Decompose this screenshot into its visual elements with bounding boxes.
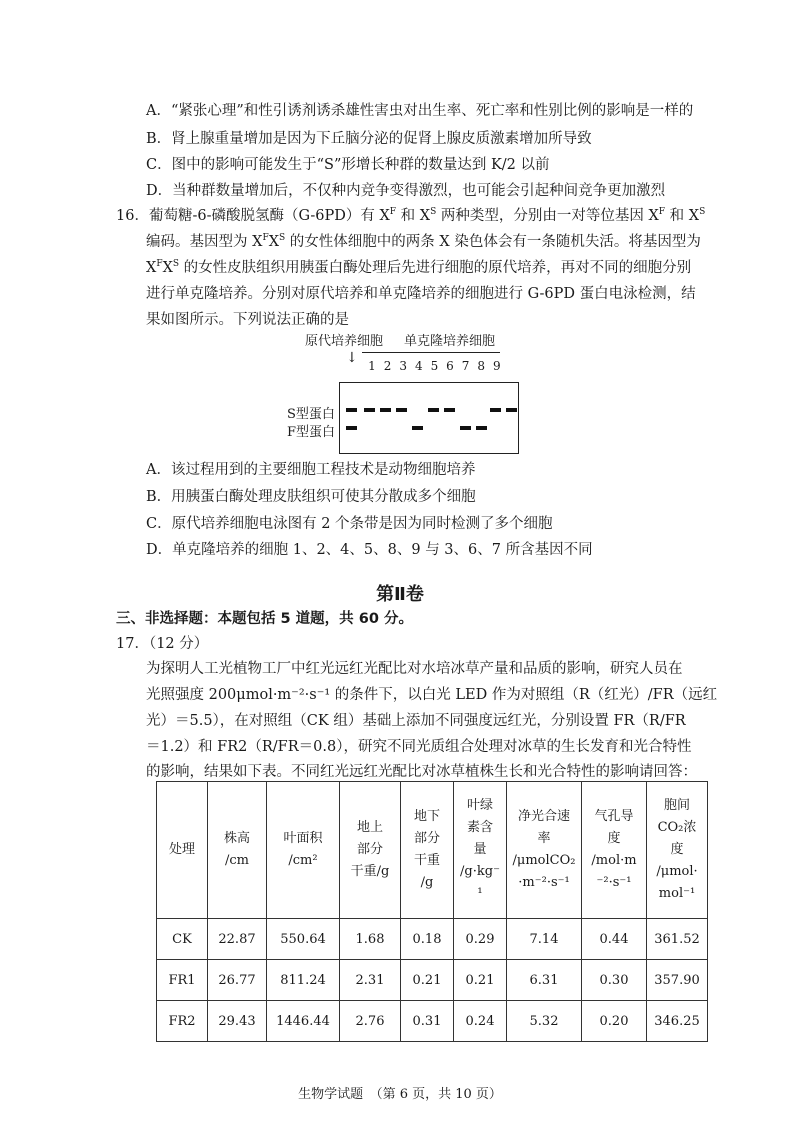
section-title: 第Ⅱ卷 (376, 584, 424, 605)
down-arrow-icon: ↓ (346, 350, 358, 366)
column-header: 胞间 CO₂浓 度 /μmol· mol⁻¹ (647, 782, 708, 919)
s-band (346, 408, 357, 412)
lane-number: 5 (430, 359, 439, 373)
lane-number: 7 (461, 359, 470, 373)
q17-number: 17．（12 分） (116, 636, 209, 652)
table-cell: 2.31 (340, 960, 401, 1001)
table-cell: 811.24 (267, 960, 340, 1001)
f-band (476, 426, 487, 430)
table-cell: 0.30 (582, 960, 647, 1001)
results-table (156, 781, 708, 1042)
q16-option-c: C．原代培养细胞电泳图有 2 个条带是因为同时检测了多个细胞 (146, 516, 553, 532)
table-cell: 361.52 (647, 919, 708, 960)
lane-number: 9 (492, 359, 501, 373)
s-band (364, 408, 375, 412)
q16-stem-line: $X^FX^S$ 的女性皮肤组织用胰蛋白酶处理后先进行细胞的原代培养，再对不同的细胞分别 (146, 259, 692, 276)
lane-number: 3 (399, 359, 407, 373)
q16-option-b: B．用胰蛋白酶处理皮肤组织可使其分散成多个细胞 (146, 489, 476, 505)
table-cell: 346.25 (647, 1001, 708, 1042)
s-band (506, 408, 517, 412)
table-cell: 22.87 (208, 919, 267, 960)
q17-stem-line: 为探明人工光植物工厂中红光远红光配比对水培冰草产量和品质的影响，研究人员在 (146, 661, 683, 677)
table-row (157, 1001, 708, 1042)
q16-stem-line: 16．葡萄糖-6-磷酸脱氢酶（G-6PD）有 $X^F$ 和 $X^S$ 两种类型，分别由一对等位基因 $X^F$ 和 $X^S$ (116, 207, 706, 224)
q17-stem-line: 光照强度 200μmol·m⁻²·s⁻¹ 的条件下，以白光 LED 作为对照组（R（红光）/FR（远红 (146, 687, 718, 703)
label-clone-culture: 单克隆培养细胞 (404, 334, 496, 349)
table-cell: 0.44 (582, 919, 647, 960)
label-f-protein: F型蛋白 (287, 425, 336, 440)
table-cell: 0.31 (401, 1001, 454, 1042)
q15-option-a: A．“紧张心理”和性引诱剂诱杀雄性害虫对出生率、死亡率和性别比例的影响是一样的 (146, 103, 694, 119)
column-header: 气孔导 度 /mol·m ⁻²·s⁻¹ (582, 782, 647, 919)
table-cell: 1446.44 (267, 1001, 340, 1042)
column-header: 处理 (157, 782, 208, 919)
q16-stem-line: 编码。基因型为 $X^FX^S$ 的女性体细胞中的两条 X 染色体会有一条随机失活。将基因型为 (146, 233, 701, 250)
table-cell: 26.77 (208, 960, 267, 1001)
q16-stem-line: 果如图所示。下列说法正确的是 (146, 312, 349, 328)
q17-stem-line: 光）＝5.5），在对照组（CK 组）基础上添加不同强度远红光，分别设置 FR（R/FR (146, 713, 686, 729)
table-body (157, 919, 708, 1042)
column-header: 地下 部分 干重 /g (401, 782, 454, 919)
q15-option-d: D．当种群数量增加后，不仅种内竞争变得激烈，也可能会引起种间竞争更加激烈 (146, 183, 666, 199)
q15-option-b: B．肾上腺重量增加是因为下丘脑分泌的促肾上腺皮质激素增加所导致 (146, 131, 592, 147)
s-band (490, 408, 501, 412)
table-cell: 6.31 (507, 960, 582, 1001)
table-header-row (157, 782, 708, 919)
table-cell: CK (157, 919, 208, 960)
lane-number: 4 (414, 359, 423, 373)
label-primary-culture: 原代培养细胞 (305, 334, 384, 349)
q16-stem-line: 进行单克隆培养。分别对原代培养和单克隆培养的细胞进行 G-6PD 蛋白电泳检测，结 (146, 286, 696, 302)
label-s-protein: S型蛋白 (287, 407, 335, 422)
lane-number: 1 (368, 359, 376, 373)
table-cell: FR2 (157, 1001, 208, 1042)
table-cell: FR1 (157, 960, 208, 1001)
table-cell: 0.18 (401, 919, 454, 960)
table-cell: 0.20 (582, 1001, 647, 1042)
column-header: 净光合速 率 /μmolCO₂ ·m⁻²·s⁻¹ (507, 782, 582, 919)
s-band (396, 408, 407, 412)
table-cell: 0.29 (454, 919, 507, 960)
q17-stem-line: 的影响，结果如下表。不同红光远红光配比对冰草植株生长和光合特性的影响请回答： (146, 764, 697, 780)
s-band (380, 408, 391, 412)
lane-number: 2 (383, 359, 392, 373)
lane-number: 8 (477, 359, 485, 373)
page-footer: 生物学试题 （第 6 页，共 10 页） (298, 1087, 502, 1102)
electrophoresis-figure (287, 330, 530, 460)
q16-option-d: D．单克隆培养的细胞 1、2、4、5、8、9 与 3、6、7 所含基因不同 (146, 542, 593, 558)
q16-option-a: A．该过程用到的主要细胞工程技术是动物细胞培养 (146, 462, 476, 478)
table-cell: 0.21 (454, 960, 507, 1001)
column-header: 株高 /cm (208, 782, 267, 919)
lane-number: 6 (446, 359, 454, 373)
table-cell: 0.21 (401, 960, 454, 1001)
section-heading: 三、非选择题：本题包括 5 道题，共 60 分。 (116, 611, 413, 627)
column-header: 地上 部分 干重/g (340, 782, 401, 919)
table-cell: 7.14 (507, 919, 582, 960)
f-band (460, 426, 471, 430)
table-row (157, 919, 708, 960)
q17-stem-line: ＝1.2）和 FR2（R/FR＝0.8），研究不同光质组合处理对冰草的生长发育和光合特性 (146, 739, 692, 755)
table-cell: 550.64 (267, 919, 340, 960)
s-band (428, 408, 439, 412)
q15-option-c: C．图中的影响可能发生于“S”形增长种群的数量达到 K/2 以前 (146, 157, 550, 173)
clone-bracket-line (362, 352, 500, 353)
table-cell: 2.76 (340, 1001, 401, 1042)
f-band (412, 426, 423, 430)
table-cell: 5.32 (507, 1001, 582, 1042)
table-cell: 1.68 (340, 919, 401, 960)
gel-box (339, 382, 519, 454)
table-cell: 29.43 (208, 1001, 267, 1042)
f-band (346, 426, 357, 430)
s-band (444, 408, 455, 412)
column-header: 叶绿 素含 量 /g·kg⁻ ¹ (454, 782, 507, 919)
table-cell: 0.24 (454, 1001, 507, 1042)
table-cell: 357.90 (647, 960, 708, 1001)
table-row (157, 960, 708, 1001)
column-header: 叶面积 /cm² (267, 782, 340, 919)
